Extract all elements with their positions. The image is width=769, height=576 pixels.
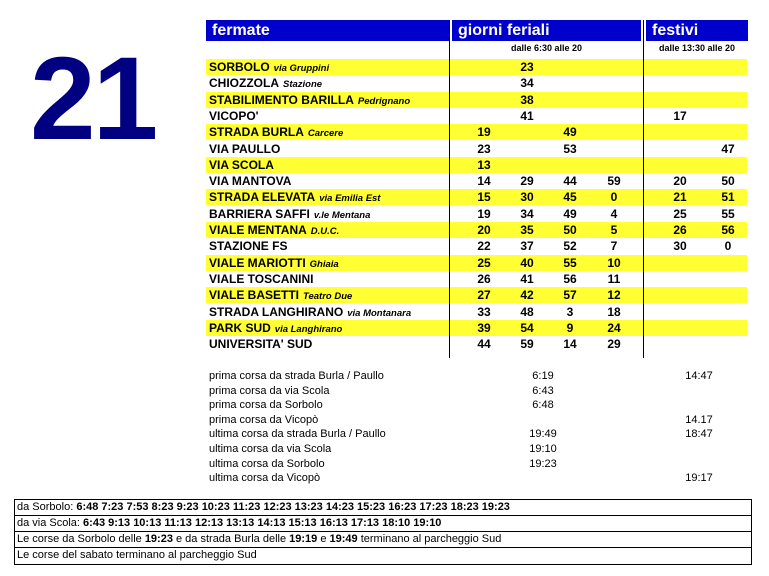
stop-detail: Carcere bbox=[307, 128, 344, 140]
weekday-minute: 54 bbox=[520, 320, 534, 335]
stop-name: UNIVERSITA' SUD bbox=[209, 337, 313, 352]
stop-name: STRADA LANGHIRANO via Montanara bbox=[209, 304, 412, 319]
weekday-minute: 15 bbox=[477, 190, 491, 205]
stop-detail: via Emilia Est bbox=[319, 193, 381, 205]
stop-detail: Pedrignano bbox=[357, 95, 411, 107]
stop-name: PARK SUD via Langhirano bbox=[209, 320, 343, 335]
weekday-minute: 23 bbox=[477, 141, 491, 156]
table-row bbox=[206, 222, 747, 238]
table-row bbox=[206, 304, 747, 320]
weekday-minute: 27 bbox=[477, 288, 491, 303]
holiday-run-time: 14.17 bbox=[685, 413, 713, 426]
stop-name: STRADA ELEVATA via Emilia Est bbox=[209, 190, 381, 205]
table-row bbox=[206, 108, 747, 124]
weekday-minute: 34 bbox=[520, 206, 534, 221]
table-row bbox=[206, 92, 747, 108]
weekday-minute: 40 bbox=[520, 255, 534, 270]
weekday-minute: 5 bbox=[610, 223, 618, 237]
weekday-minute: 59 bbox=[607, 174, 621, 189]
column-divider bbox=[643, 20, 644, 358]
weekday-minute: 56 bbox=[563, 271, 577, 286]
weekday-minute: 23 bbox=[520, 60, 534, 74]
holiday-minute: 47 bbox=[721, 141, 735, 156]
stop-name: VICOPO' bbox=[209, 108, 259, 123]
weekday-minute: 26 bbox=[477, 271, 491, 286]
header-weekdays: giorni feriali bbox=[452, 20, 641, 41]
weekday-minute: 49 bbox=[563, 125, 577, 140]
run-label: ultima corsa da via Scola bbox=[209, 443, 332, 455]
weekday-minute: 22 bbox=[477, 239, 491, 254]
holiday-minute: 56 bbox=[721, 223, 735, 237]
weekday-minute: 7 bbox=[610, 239, 618, 254]
stop-detail: via Gruppini bbox=[273, 63, 330, 74]
weekday-minute: 49 bbox=[563, 206, 577, 221]
weekday-minute: 29 bbox=[607, 337, 621, 352]
stop-name: VIA SCOLA bbox=[209, 157, 274, 172]
holiday-minute: 55 bbox=[721, 206, 735, 221]
table-row bbox=[206, 59, 747, 75]
holiday-minute: 30 bbox=[673, 239, 687, 254]
weekday-minute: 38 bbox=[520, 92, 534, 107]
holiday-minute: 21 bbox=[673, 190, 687, 205]
weekday-minute: 4 bbox=[610, 206, 618, 221]
stop-name: VIALE BASETTI Teatro Due bbox=[209, 288, 353, 303]
stop-name: VIALE MARIOTTI Ghiaia bbox=[209, 255, 339, 270]
weekday-minute: 10 bbox=[607, 255, 621, 270]
weekday-minute: 41 bbox=[520, 271, 534, 286]
weekday-minute: 48 bbox=[520, 304, 534, 319]
weekday-minute: 57 bbox=[563, 288, 577, 303]
weekday-minute: 41 bbox=[520, 108, 534, 123]
holiday-minute: 26 bbox=[673, 223, 687, 237]
weekday-minute: 14 bbox=[477, 174, 491, 189]
weekday-minute: 39 bbox=[477, 320, 491, 335]
table-row bbox=[206, 320, 747, 336]
table-row bbox=[206, 157, 747, 173]
stop-name: SORBOLO via Gruppini bbox=[209, 60, 330, 74]
stop-name: STABILIMENTO BARILLA Pedrignano bbox=[209, 92, 411, 107]
weekday-minute: 25 bbox=[477, 255, 491, 270]
table-row bbox=[206, 255, 747, 271]
run-label: ultima corsa da Sorbolo bbox=[209, 457, 325, 470]
holiday-minute: 51 bbox=[721, 190, 735, 205]
column-divider bbox=[449, 20, 450, 358]
weekday-run-time: 6:43 bbox=[532, 384, 554, 397]
weekday-minute: 45 bbox=[563, 190, 577, 205]
run-label: ultima corsa da Vicopò bbox=[209, 472, 321, 485]
weekday-minute: 29 bbox=[520, 174, 534, 189]
holidays-range: dalle 13:30 alle 20 bbox=[658, 43, 736, 53]
route-number: 21 bbox=[30, 33, 156, 165]
holiday-minute: 17 bbox=[673, 108, 687, 123]
table-row bbox=[206, 336, 747, 352]
run-label: prima corsa da Vicopò bbox=[209, 413, 319, 426]
holiday-minute: 0 bbox=[724, 239, 732, 254]
note-sorbolo: da Sorbolo: 6:48 7:23 7:53 8:23 9:23 10:23 11:23 12:23 13:23 14:23 15:23 16:23 17:23 18:23 19:23 bbox=[15, 500, 751, 516]
note-scola: da via Scola: 6:43 9:13 10:13 11:13 12:13 13:13 14:13 15:13 16:13 17:13 18:10 19:10 bbox=[15, 516, 751, 532]
table-row bbox=[206, 173, 747, 189]
stop-detail: D.U.C. bbox=[310, 226, 340, 237]
table-row bbox=[206, 238, 747, 254]
weekday-minute: 44 bbox=[563, 174, 577, 189]
weekday-run-time: 19:23 bbox=[529, 457, 557, 470]
weekday-run-time: 19:49 bbox=[529, 428, 557, 441]
weekday-minute: 13 bbox=[477, 157, 491, 172]
weekday-minute: 35 bbox=[520, 223, 534, 237]
weekday-minute: 55 bbox=[563, 255, 577, 270]
holiday-run-time: 14:47 bbox=[685, 370, 713, 382]
weekdays-range: dalle 6:30 alle 20 bbox=[510, 43, 583, 53]
weekday-minute: 19 bbox=[477, 206, 491, 221]
weekday-minute: 59 bbox=[520, 337, 534, 352]
run-label: prima corsa da Sorbolo bbox=[209, 399, 323, 412]
weekday-minute: 30 bbox=[520, 190, 534, 205]
weekday-run-time: 19:10 bbox=[529, 443, 557, 455]
weekday-run-time: 6:19 bbox=[532, 370, 554, 382]
stop-detail: Ghiaia bbox=[309, 258, 339, 270]
header-stops: fermate bbox=[206, 20, 449, 41]
table-row bbox=[206, 287, 747, 303]
stop-detail: Stazione bbox=[283, 79, 323, 91]
holiday-run-time: 19:17 bbox=[685, 472, 713, 485]
holiday-minute: 20 bbox=[673, 174, 687, 189]
note-saturday: Le corse del sabato terminano al parcheggio Sud bbox=[17, 549, 257, 561]
table-row bbox=[206, 141, 747, 157]
table-row bbox=[206, 75, 747, 91]
run-label: prima corsa da strada Burla / Paullo bbox=[209, 370, 384, 382]
weekday-minute: 37 bbox=[520, 239, 534, 254]
table-row bbox=[206, 189, 747, 205]
stop-name: VIALE MENTANA D.U.C. bbox=[209, 223, 340, 237]
notes-box bbox=[14, 499, 752, 565]
weekday-minute: 33 bbox=[477, 304, 491, 319]
weekday-minute: 34 bbox=[520, 76, 534, 91]
weekday-minute: 11 bbox=[607, 271, 621, 286]
table-row bbox=[206, 124, 747, 140]
weekday-minute: 20 bbox=[477, 223, 491, 237]
note-terminus: Le corse da Sorbolo delle 19:23 e da strada Burla delle 19:19 e 19:49 terminano al parcheggio Sud bbox=[15, 532, 751, 548]
table-row bbox=[206, 271, 747, 287]
stop-name: STRADA BURLA Carcere bbox=[209, 125, 344, 140]
stop-detail: Teatro Due bbox=[303, 291, 353, 303]
stop-name: VIALE TOSCANINI bbox=[209, 271, 314, 286]
holiday-run-time: 18:47 bbox=[685, 428, 713, 441]
weekday-minute: 44 bbox=[477, 337, 491, 352]
weekday-minute: 9 bbox=[566, 320, 574, 335]
weekday-minute: 24 bbox=[607, 320, 621, 335]
weekday-minute: 3 bbox=[566, 304, 574, 319]
header-holidays: festivi bbox=[646, 20, 748, 41]
stop-name: BARRIERA SAFFI v.le Mentana bbox=[209, 206, 371, 221]
weekday-minute: 53 bbox=[563, 141, 577, 156]
stop-detail: via Langhirano bbox=[274, 323, 343, 335]
weekday-minute: 50 bbox=[563, 223, 577, 237]
weekday-minute: 18 bbox=[607, 304, 621, 319]
run-label: prima corsa da via Scola bbox=[209, 384, 330, 397]
stop-name: VIA MANTOVA bbox=[209, 174, 292, 189]
stop-name: VIA PAULLO bbox=[209, 141, 281, 156]
weekday-run-time: 6:48 bbox=[532, 399, 554, 412]
weekday-minute: 0 bbox=[610, 190, 618, 205]
weekday-minute: 52 bbox=[563, 239, 577, 254]
stop-name: CHIOZZOLA Stazione bbox=[209, 76, 323, 91]
table-row bbox=[206, 206, 747, 222]
stop-name: STAZIONE FS bbox=[209, 239, 288, 254]
weekday-minute: 14 bbox=[563, 337, 577, 352]
stop-detail: v.le Mentana bbox=[313, 209, 371, 221]
stop-detail: via Montanara bbox=[347, 307, 412, 319]
weekday-minute: 19 bbox=[477, 125, 491, 140]
weekday-minute: 12 bbox=[607, 288, 621, 303]
holiday-minute: 50 bbox=[721, 174, 735, 189]
weekday-minute: 42 bbox=[520, 288, 534, 303]
holiday-minute: 25 bbox=[673, 206, 687, 221]
run-label: ultima corsa da strada Burla / Paullo bbox=[209, 428, 386, 441]
